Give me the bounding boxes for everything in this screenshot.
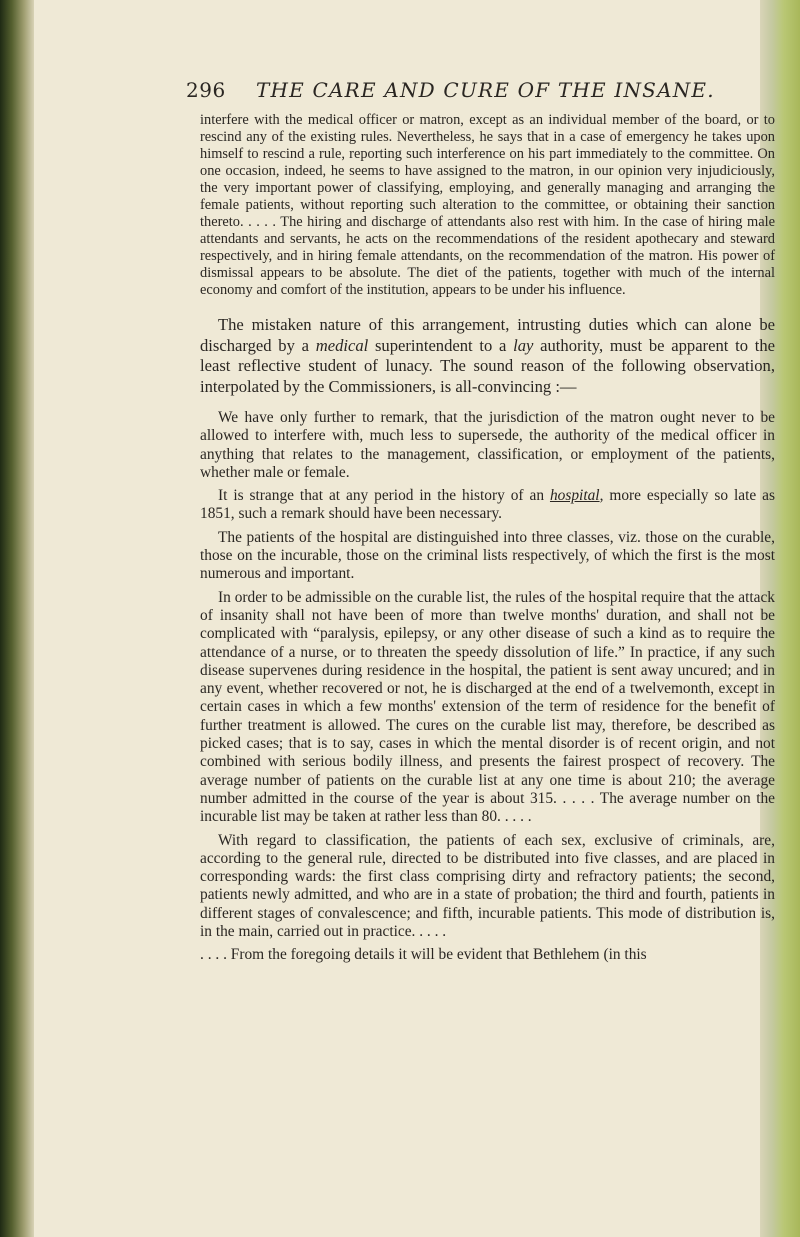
running-title: THE CARE AND CURE OF THE INSANE. bbox=[256, 78, 715, 102]
emphasis-medical: medical bbox=[315, 335, 369, 355]
commissioners-quote-block bbox=[200, 409, 775, 965]
paragraph: With regard to classification, the patients of each sex, exclusive of criminals, are, according to the general rule, directed to be distributed into five classes, and are placed in corresponding wards: the first class comprising dirty and refractory patients; the second, patients newly admitted, and who are in a state of probation; the third and fourth, patients in different stages of convalescence; and fifth, incurable patients. This mode of distribution is, in the main, carried out in practice. . . . . bbox=[200, 831, 775, 941]
page-body bbox=[200, 112, 775, 970]
quoted-report-block bbox=[200, 112, 775, 299]
paragraph: We have only further to remark, that the jurisdiction of the matron ought never to be allowed to interfere with, much less to supersede, the authority of the medical officer in anything that relates to the management, classification, or employment of the patients, whether male or female. bbox=[200, 409, 775, 481]
paragraph: The patients of the hospital are distinguished into three classes, viz. those on the curable, those on the incurable, those on the criminal lists respectively, of which the first is the most numerous and important. bbox=[200, 528, 775, 583]
paragraph: In order to be admissible on the curable list, the rules of the hospital require that the attack of insanity shall not have been of more than twelve months' duration, and shall not be complicated with “paralysis, epilepsy, or any other disease of such a kind as to require the attendance of a nurse, or to threaten the speedy dissolution of life.” In practice, if any such disease supervenes during residence in the hospital, the patient is sent away uncured; and in any event, whether recovered or not, he is discharged at the end of a twelvemonth, except in certain cases in which a few months' extension of the term of residence for the benefit of further treatment is allowed. The cures on the curable list may, therefore, be described as picked cases; that is to say, cases in which the mental disorder is of recent origin, and not combined with serious bodily illness, and presents the fairest prospect of recovery. The average number of patients on the curable list at any one time is about 210; the average number admitted in the course of the year is about 315. . . . . The average number on the incurable list may be taken at rather less than 80. . . . . bbox=[200, 588, 775, 826]
paragraph: The mistaken nature of this arrangement, intrusting duties which can alone be discharged by a medical superintendent to a lay authority, must be apparent to the least reflective student of lunacy. The sound reason of the following observation, interpolated by the Commissioners, is all-convincing :— bbox=[200, 315, 775, 396]
commentary-block bbox=[200, 315, 775, 397]
emphasis-lay: lay bbox=[513, 335, 534, 355]
paragraph: interfere with the medical officer or matron, except as an individual member of the board, or to rescind any of the existing rules. Nevertheless, he says that in a case of emergency he takes upon himself to rescind a rule, reporting such interference on his part immediately to the committee. On one occasion, indeed, he seems to have assigned to the matron, in our opinion very injudiciously, the very important power of classifying, employing, and generally managing and arranging the female patients, without reporting such alteration to the committee, or obtaining their sanction thereto. . . . . The hiring and discharge of attendants also rest with him. In the case of hiring male attendants and servants, he acts on the recommendations of the resident apothecary and steward respectively, and in hiring female attendants, on the recommendation of the matron. His power of dismissal appears to be absolute. The diet of the patients, together with much of the internal economy and comfort of the institution, appears to be under his influence. bbox=[200, 112, 775, 298]
page-number: 296 bbox=[186, 78, 226, 102]
emphasis-hospital: hospital bbox=[549, 487, 600, 505]
paragraph: It is strange that at any period in the history of an hospital, more especially so late as 1851, such a remark should have been necessary. bbox=[200, 487, 775, 523]
paragraph: . . . . From the foregoing details it will be evident that Bethlehem (in this bbox=[200, 946, 647, 964]
binding-edge-left bbox=[0, 0, 34, 1237]
